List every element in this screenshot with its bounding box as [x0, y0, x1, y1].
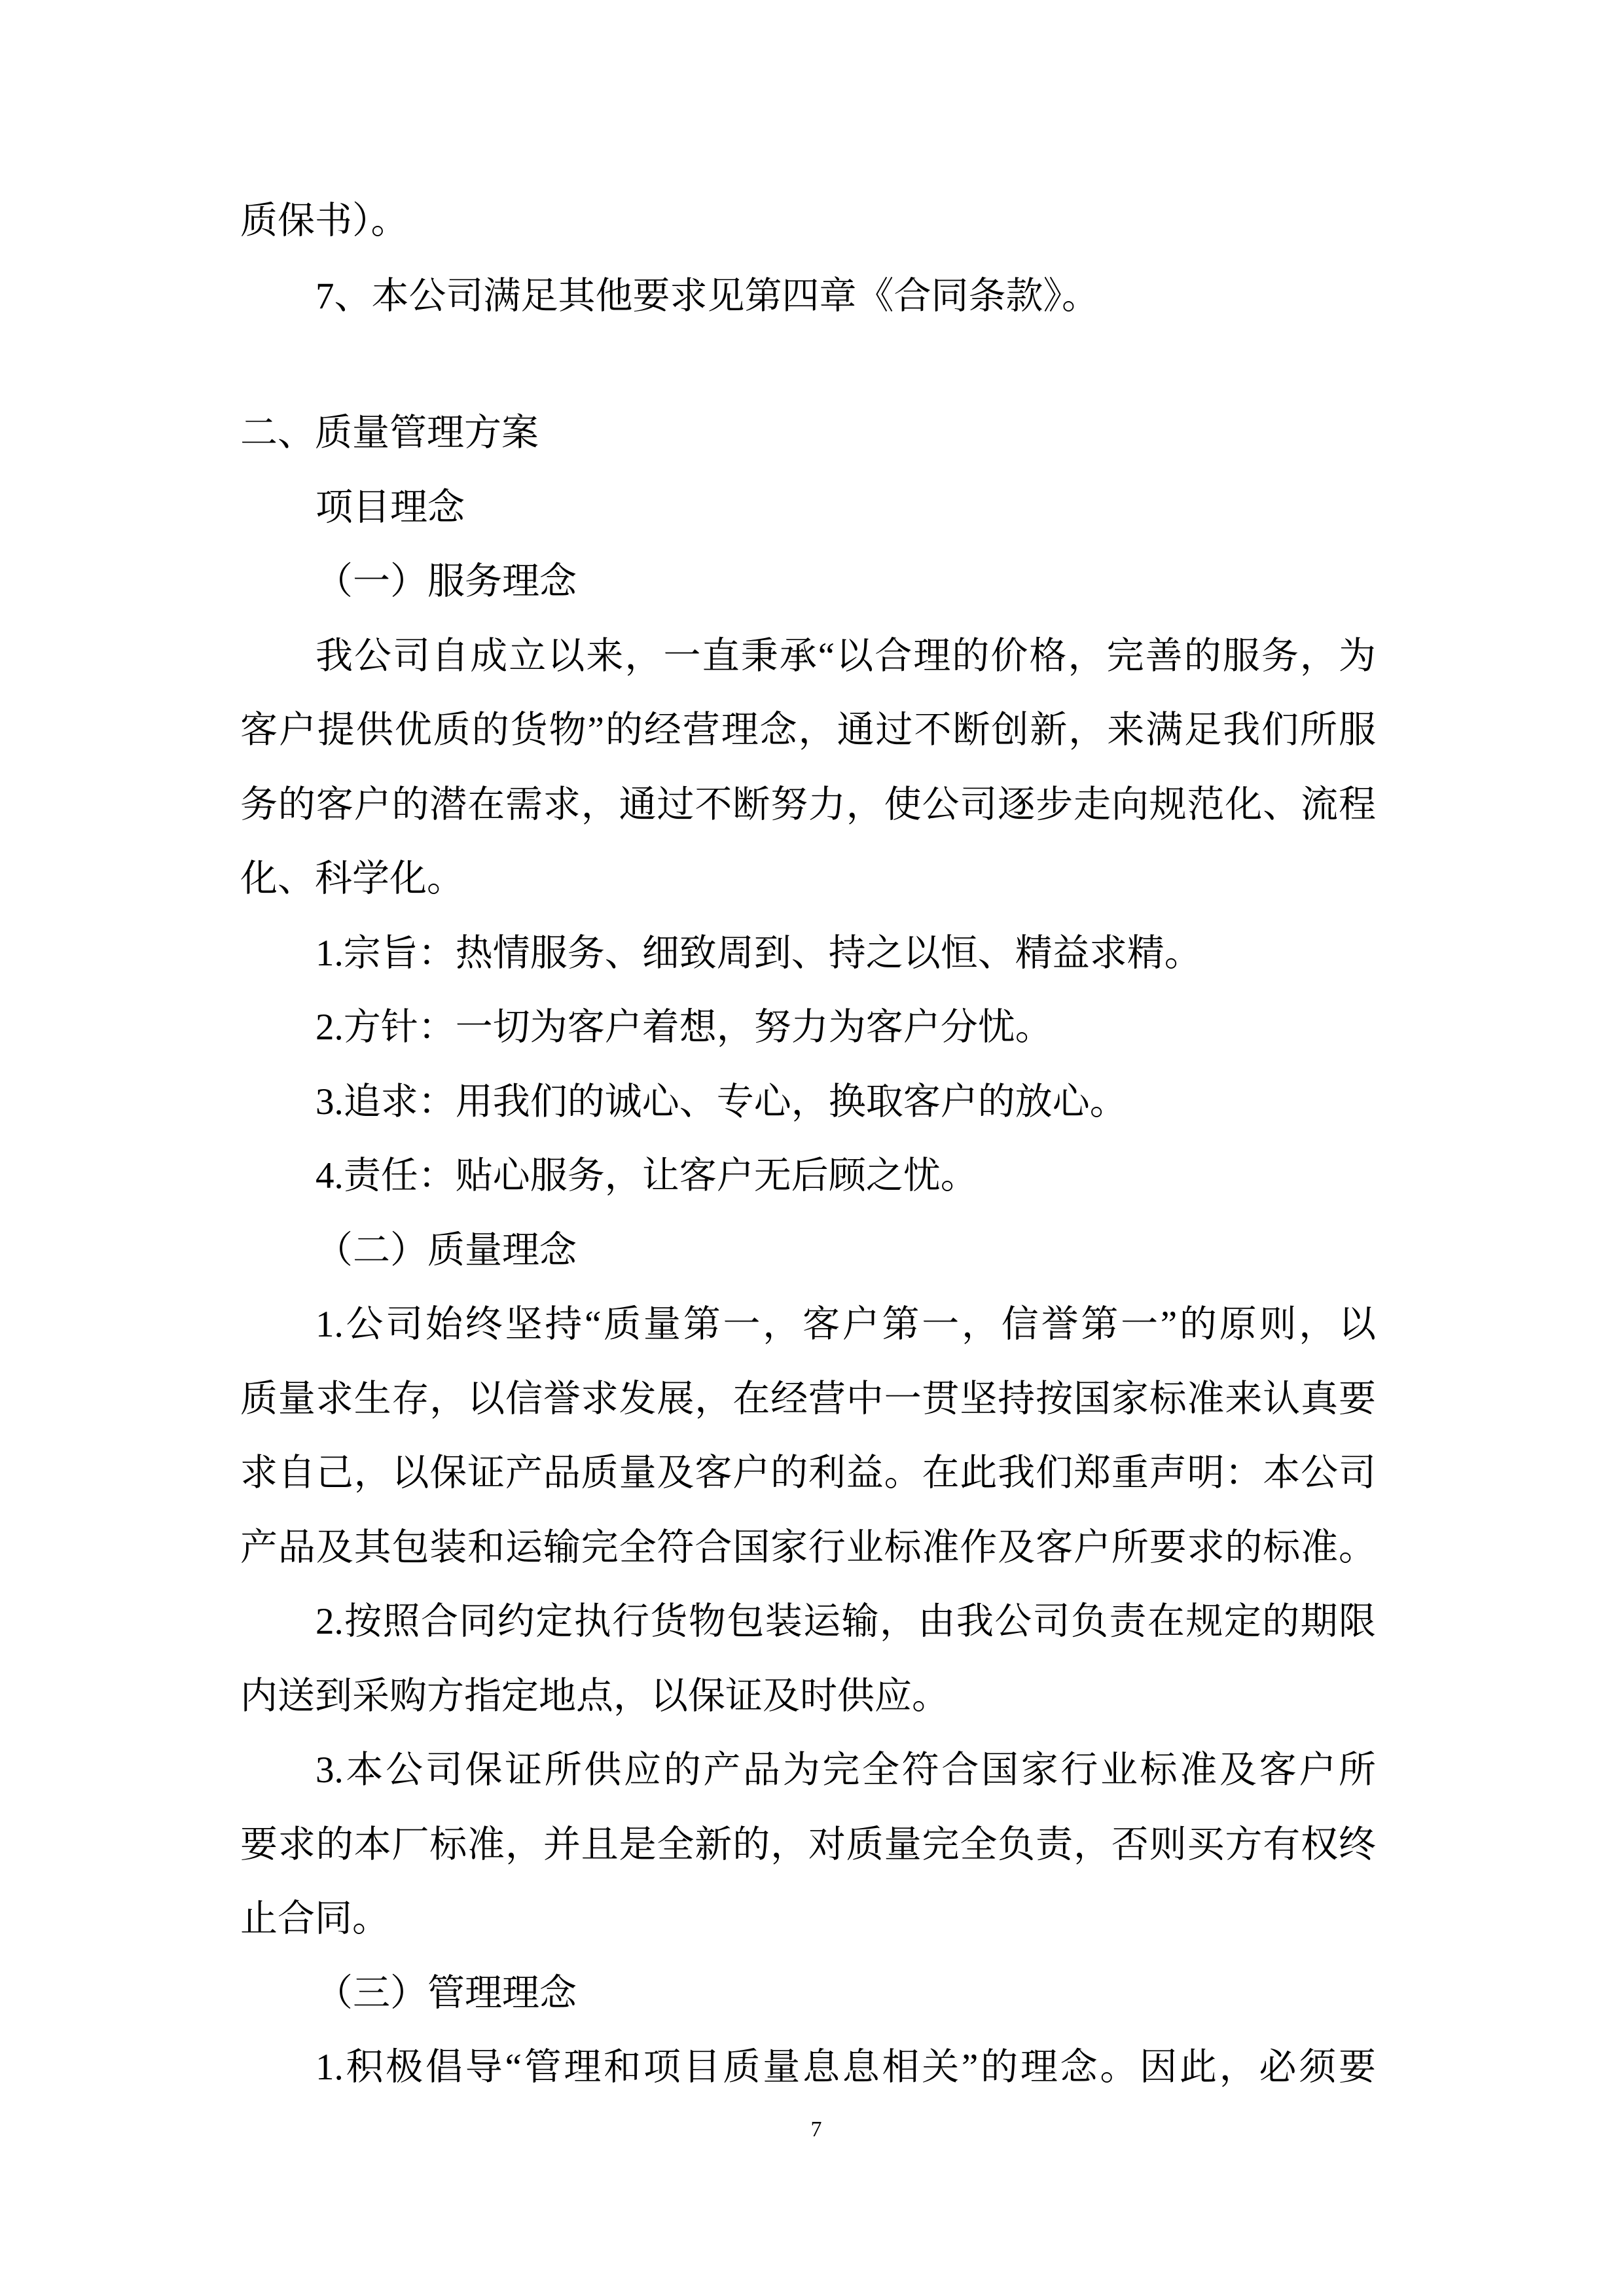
paragraph-line: 止合同。: [240, 1898, 389, 1939]
paragraph-line: 务的客户的潜在需求，通过不断努力，使公司逐步走向规范化、流程: [240, 784, 1376, 825]
section-heading-quality-management: 二、质量管理方案: [240, 412, 539, 454]
paragraph-line: 我公司自成立以来，一直秉承“以合理的价格，完善的服务，为: [316, 636, 1376, 677]
list-item-responsibility: 4.责任：贴心服务，让客户无后顾之忧。: [316, 1155, 978, 1196]
list-item-policy: 2.方针：一切为客户着想，努力为客户分忧。: [316, 1007, 1053, 1048]
paragraph-line: 质量求生存，以信誉求发展，在经营中一贯坚持按国家标准来认真要: [240, 1378, 1376, 1420]
paragraph-line: 要求的本厂标准，并且是全新的，对质量完全负责，否则买方有权终: [240, 1824, 1376, 1865]
subheading-quality-philosophy: （二）质量理念: [316, 1230, 577, 1271]
list-item-pursuit: 3.追求：用我们的诚心、专心，换取客户的放心。: [316, 1081, 1127, 1122]
subheading-management-philosophy: （三）管理理念: [316, 1973, 577, 2014]
paragraph-line: 客户提供优质的货物”的经营理念，通过不断创新，来满足我们所服: [240, 709, 1376, 751]
paragraph-line-continuation: 质保书）。: [240, 200, 408, 242]
paragraph-line: 1.积极倡导“管理和项目质量息息相关”的理念。因此，必须要: [316, 2047, 1376, 2088]
list-item-7: 7、本公司满足其他要求见第四章《合同条款》。: [316, 276, 1099, 317]
page-number: 7: [810, 2117, 822, 2142]
list-item-purpose: 1.宗旨：热情服务、细致周到、持之以恒、精益求精。: [316, 933, 1202, 974]
paragraph-line: 产品及其包装和运输完全符合国家行业标准作及客户所要求的标准。: [240, 1527, 1376, 1568]
paragraph-line: 化、科学化。: [240, 858, 464, 899]
subheading-project-philosophy: 项目理念: [316, 487, 465, 528]
paragraph-line: 1.公司始终坚持“质量第一，客户第一，信誉第一”的原则，以: [316, 1304, 1376, 1345]
paragraph-line: 3.本公司保证所供应的产品为完全符合国家行业标准及客户所: [316, 1749, 1376, 1791]
subheading-service-philosophy: （一）服务理念: [316, 561, 577, 602]
paragraph-line: 求自己，以保证产品质量及客户的利益。在此我们郑重声明：本公司: [240, 1452, 1376, 1494]
paragraph-line: 2.按照合同约定执行货物包装运输，由我公司负责在规定的期限: [316, 1601, 1376, 1642]
paragraph-line: 内送到采购方指定地点，以保证及时供应。: [240, 1676, 949, 1717]
